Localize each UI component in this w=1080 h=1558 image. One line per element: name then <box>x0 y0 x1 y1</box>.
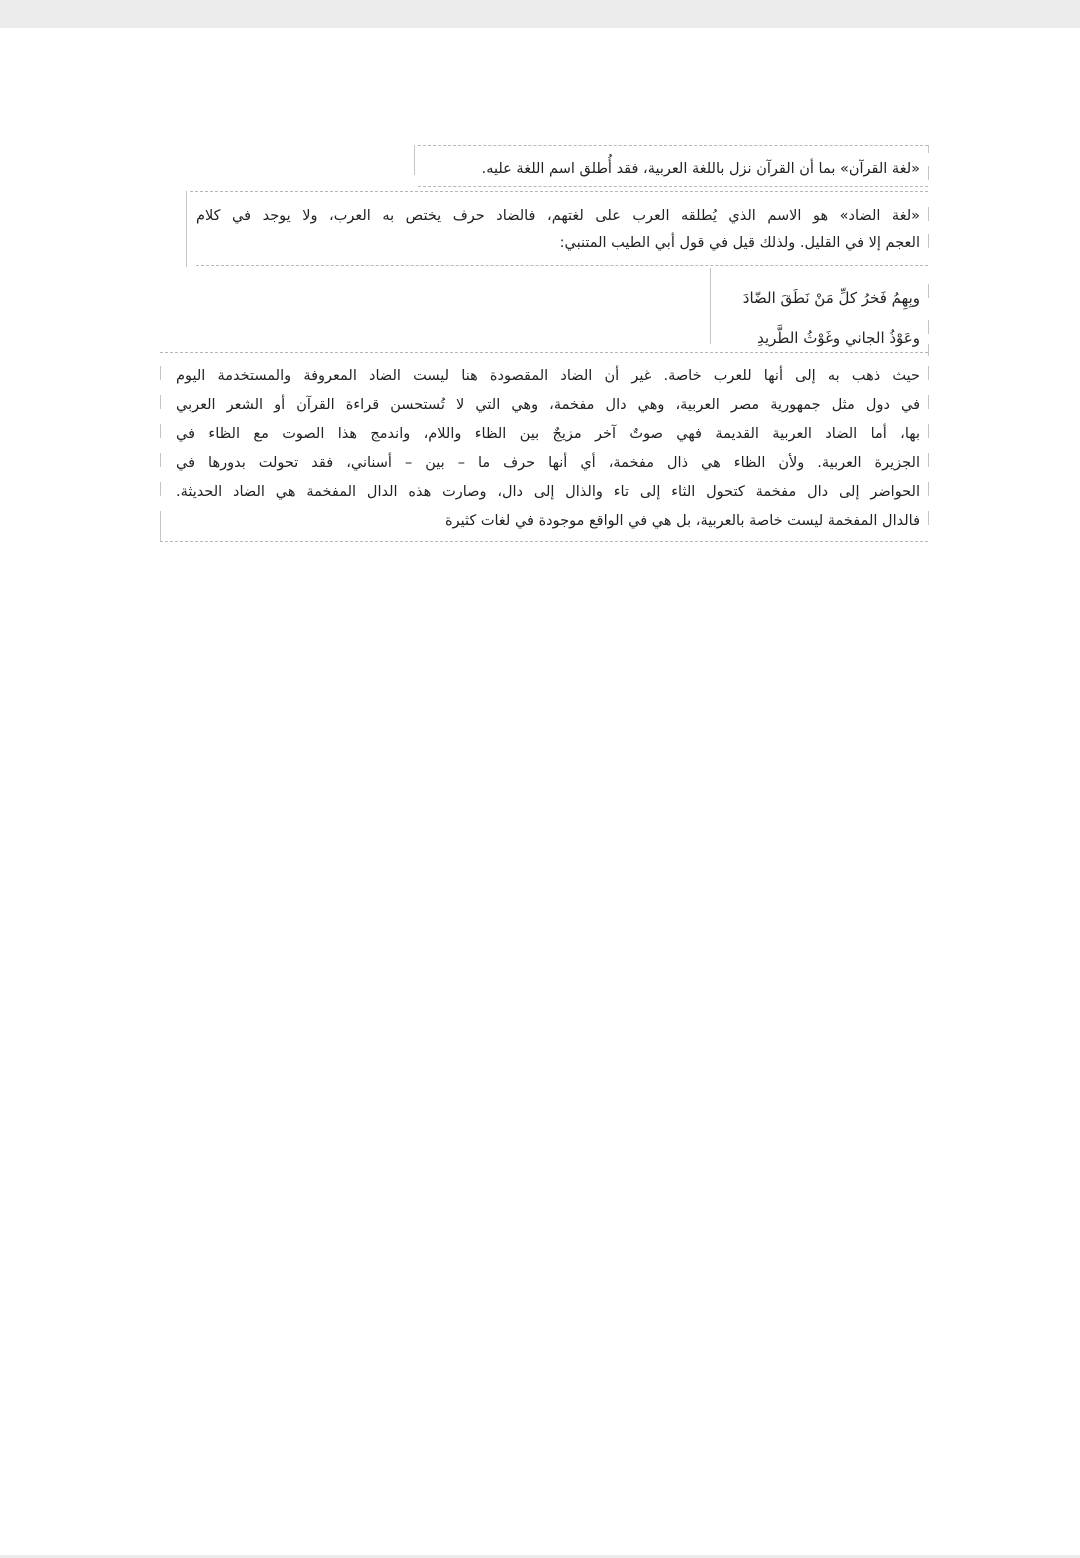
border-tick <box>160 366 161 380</box>
border-tick <box>928 284 929 298</box>
border-tick <box>928 234 929 248</box>
dashed-border-top <box>418 145 928 146</box>
border-tick <box>928 366 929 380</box>
border-tick <box>928 482 929 496</box>
paragraph-line: بها، أما الضاد العربية القديمة فهي صوتٌ آخر مزيجٌ بين الظاء واللام، واندمج هذا الصوت مع الظاء في <box>176 426 920 442</box>
border-tick <box>928 145 929 153</box>
dashed-border-bottom <box>160 541 928 542</box>
top-toolbar-strip <box>0 0 1080 28</box>
dashed-border-bottom <box>196 265 928 266</box>
border-tick <box>928 166 929 180</box>
border-tick <box>928 424 929 438</box>
border-tick <box>928 395 929 409</box>
dashed-border-top <box>190 191 928 192</box>
border-tick <box>928 344 929 356</box>
paragraph-line: «لغة القرآن» بما أن القرآن نزل باللغة العربية، فقد أُطلق اسم اللغة عليه. <box>481 161 920 177</box>
dashed-border-bottom <box>418 186 928 187</box>
paragraph-dhad-explanation <box>176 362 920 536</box>
paragraph-line: العجم إلا في القليل. ولذلك قيل في قول أبي الطيب المتنبي: <box>559 235 920 251</box>
poem-verses <box>714 278 920 358</box>
paragraph-line: حيث ذهب به إلى أنها للعرب خاصة. غير أن الضاد المقصودة هنا ليست الضاد المعروفة والمستخدمة اليوم <box>176 368 920 384</box>
poem-line: وعَوْذُ الجاني وغَوْثُ الطَّريدِ <box>757 329 920 347</box>
border-tick <box>414 145 415 175</box>
border-tick <box>160 482 161 496</box>
border-tick <box>710 268 711 344</box>
border-tick <box>160 453 161 467</box>
border-tick <box>160 395 161 409</box>
paragraph-line: فالدال المفخمة ليست خاصة بالعربية، بل هي في الواقع موجودة في لغات كثيرة <box>445 513 920 529</box>
dashed-border-top <box>160 352 928 353</box>
border-tick <box>928 453 929 467</box>
paragraph-line: في دول مثل جمهورية مصر العربية، وهي دال مفخمة، وهي التي لا تُستحسن قراءة القرآن أو الشعر العربي <box>176 397 920 413</box>
border-tick <box>928 207 929 221</box>
paragraph-line: «لغة الضاد» هو الاسم الذي يُطلقه العرب على لغتهم، فالضاد حرف يختص به العرب، ولا يوجد في كلام <box>196 208 920 224</box>
border-tick <box>160 511 161 541</box>
paragraph-line: الحواضر إلى دال مفخمة كتحول الثاء إلى تاء والذال إلى دال، وصارت هذه الدال المفخمة هي الضاد الحديثة. <box>176 484 920 500</box>
border-tick <box>186 191 187 267</box>
poem-line: وبِهِمُ فَخرُ كلِّ مَنْ نَطَقَ الضّادَ <box>742 289 920 307</box>
border-tick <box>928 511 929 525</box>
border-tick <box>928 320 929 334</box>
paragraph-line: الجزيرة العربية. ولأن الظاء هي ذال مفخمة، أي أنها حرف ما – بين – أسناني، فقد تحولت بدورها في <box>176 455 920 471</box>
border-tick <box>160 424 161 438</box>
paragraph-quran-language <box>420 156 920 183</box>
paragraph-dhad-language <box>196 203 920 257</box>
